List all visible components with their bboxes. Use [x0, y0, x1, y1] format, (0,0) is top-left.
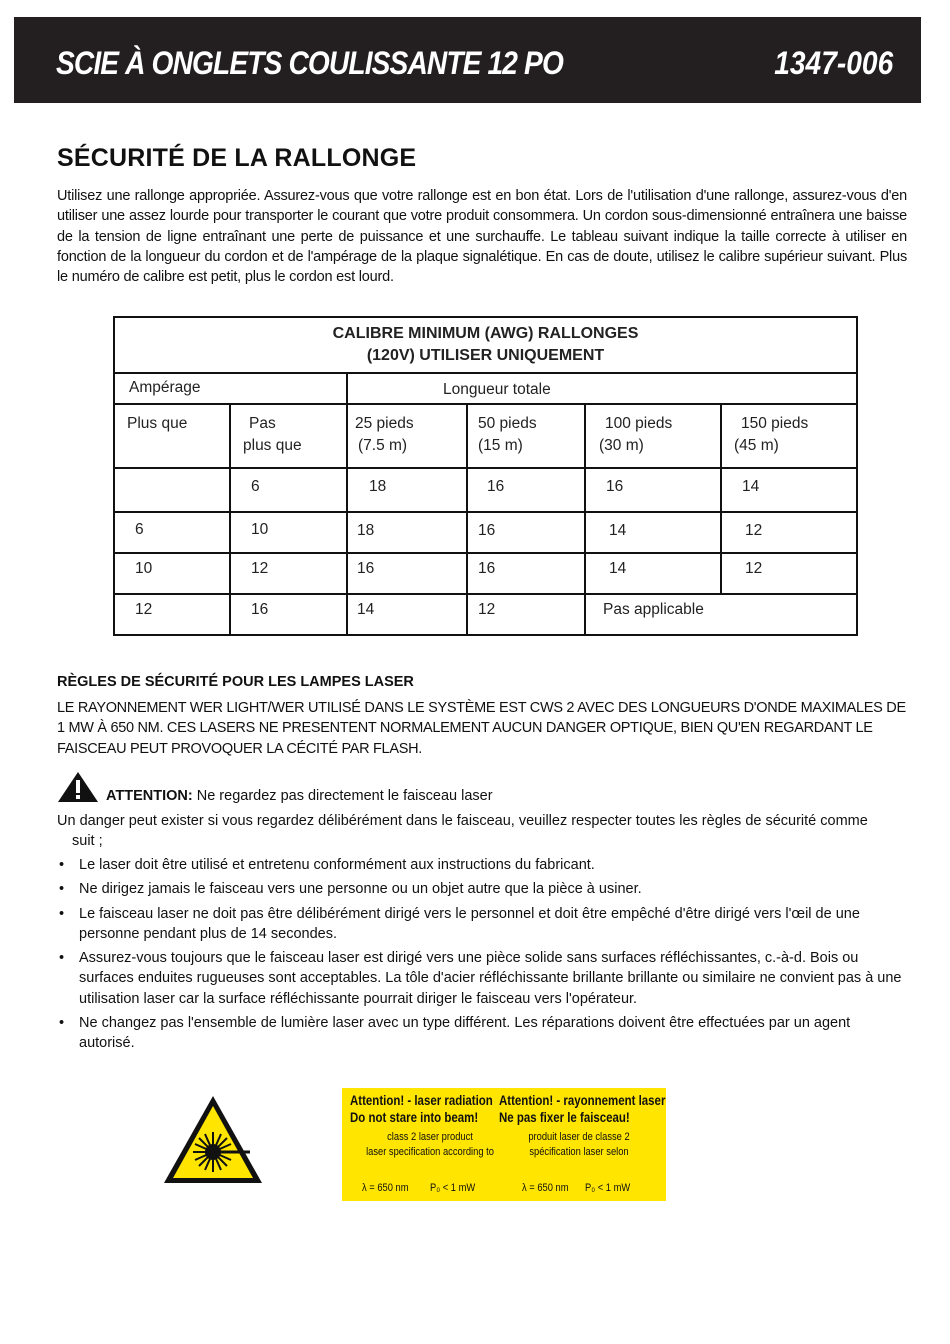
list-item-text: Assurez-vous toujours que le faisceau laser est dirigé vers une pièce solide sans surfaces réfléchissantes, c.-à-d. Bois ou surfaces enduites rugueuses sont acceptables. La tôle d'acier réfléchissante brillante brillante ou similaire ne convient pas à une utilisation laser car la surface réfléchissante pourrait diriger le faisceau vers l'opérateur.	[79, 950, 902, 1007]
table-caption	[113, 323, 858, 367]
table-cell: 16	[251, 601, 269, 618]
attention-label: ATTENTION:	[106, 788, 193, 804]
table-cell: 6	[251, 478, 260, 495]
table-cell: 14	[742, 478, 760, 495]
table-rule	[229, 403, 231, 636]
table-rule	[466, 403, 468, 636]
label-english	[350, 1092, 510, 1160]
danger-paragraph	[57, 811, 909, 852]
table-cell: 12	[135, 601, 153, 618]
label-power: P₀ < 1 mW	[430, 1182, 476, 1194]
list-item-text: Ne dirigez jamais le faisceau vers une personne ou un objet autre que la pièce à usiner.	[79, 881, 642, 898]
label-wavelength: λ = 650 nm	[522, 1182, 569, 1194]
document-title: SCIE À ONGLETS COULISSANTE 12 PO	[56, 45, 563, 81]
label-heading: Attention! - laser radiation	[350, 1093, 493, 1108]
table-cell: 10	[251, 521, 269, 538]
list-item-text: Le laser doit être utilisé et entretenu conformément aux instructions du fabricant.	[79, 857, 595, 873]
warning-triangle-icon	[57, 771, 99, 803]
length-header-m: (7.5 m)	[358, 437, 408, 454]
danger-line: Un danger peut exister si vous regardez délibérément dans le faisceau, veuillez respecter toutes les règles de sécurité comme	[57, 813, 868, 829]
table-cell: 12	[745, 560, 763, 577]
not-applicable-cell: Pas applicable	[603, 601, 704, 618]
length-header-m: (45 m)	[734, 437, 779, 454]
laser-label	[342, 1088, 666, 1201]
label-heading: Attention! - rayonnement laser	[499, 1093, 666, 1108]
table-rule	[113, 403, 858, 405]
model-number: 1347-006	[773, 45, 893, 81]
attention-text	[106, 788, 493, 804]
label-line: laser specification according to	[366, 1146, 494, 1158]
table-caption-line1: CALIBRE MINIMUM (AWG) RALLONGES	[332, 325, 639, 342]
table-cell: 12	[745, 522, 763, 539]
label-heading: Do not stare into beam!	[350, 1110, 479, 1125]
not-more-header-line2: plus que	[243, 437, 302, 454]
label-french	[499, 1092, 666, 1160]
laser-rules-list	[57, 855, 909, 1058]
length-header-ft: 25 pieds	[355, 415, 414, 432]
list-item: • Assurez-vous toujours que le faisceau laser est dirigé vers une pièce solide sans surfaces réfléchissantes, c.-à-d. Bois ou surfaces enduites rugueuses sont acceptables. La tôle d'acier réfléchissante brillante brillante ou similaire ne convient pas à une utilisation laser car la surface réfléchissante pourrait diriger le faisceau vers l'opérateur.	[59, 950, 902, 1007]
table-cell: 18	[369, 478, 387, 495]
length-header-ft: 50 pieds	[478, 415, 537, 432]
table-cell: 16	[357, 560, 375, 577]
table-cell: 16	[478, 522, 496, 539]
label-wavelength: λ = 650 nm	[362, 1182, 409, 1194]
laser-section-title: RÈGLES DE SÉCURITÉ POUR LES LAMPES LASER	[57, 674, 414, 690]
section-title: SÉCURITÉ DE LA RALLONGE	[57, 144, 417, 172]
table-cell: 12	[251, 560, 269, 577]
table-cell: 16	[487, 478, 505, 495]
table-rule	[113, 467, 858, 469]
table-cell: 10	[135, 560, 153, 577]
table-rule	[584, 403, 586, 636]
table-cell: 14	[609, 522, 627, 539]
table-cell: 6	[135, 521, 144, 538]
table-cell: 18	[357, 522, 375, 539]
length-header-ft: 150 pieds	[741, 415, 809, 432]
table-rule	[113, 372, 858, 374]
list-item-text: Le faisceau laser ne doit pas être délibérément dirigé vers le personnel et doit être empêché d'être dirigé vers l'œil de une personne pendant plus de 14 secondes.	[79, 905, 860, 942]
list-item-text: Ne changez pas l'ensemble de lumière laser avec un type différent. Les réparations doivent être effectuées par un agent autorisé.	[79, 1015, 851, 1052]
extension-cord-table	[113, 316, 858, 636]
laser-radiation-text: LE RAYONNEMENT WER LIGHT/WER UTILISÉ DANS LE SYSTÈME EST CWS 2 AVEC DES LONGUEURS D'ONDE MAXIMALES DE 1 MW À 650 NM. CES LASERS NE PRESENTENT NORMALEMENT AUCUN DANGER OPTIQUE, BIEN QU'EN REGARDANT LE FAISCEAU PEUT PROVOQUER LA CÉCITÉ PAR FLASH.	[57, 700, 906, 757]
label-line: spécification laser selon	[529, 1146, 629, 1158]
list-item: • Ne changez pas l'ensemble de lumière laser avec un type différent. Les réparations doivent être effectuées par un agent autorisé.	[59, 1015, 851, 1052]
length-header-ft: 100 pieds	[605, 415, 673, 432]
table-cell: 16	[606, 478, 624, 495]
table-rule	[113, 511, 858, 513]
table-caption-line2: (120V) UTILISER UNIQUEMENT	[366, 347, 605, 364]
table-cell: 14	[609, 560, 627, 577]
danger-line: suit ;	[72, 833, 103, 850]
table-cell: 12	[478, 601, 496, 618]
table-rule	[346, 372, 348, 636]
label-line: class 2 laser product	[387, 1131, 473, 1143]
length-header-m: (30 m)	[599, 437, 644, 454]
length-header-m: (15 m)	[478, 437, 523, 454]
table-rule	[113, 552, 858, 554]
total-length-header: Longueur totale	[443, 381, 551, 398]
list-item: • Le faisceau laser ne doit pas être délibérément dirigé vers le personnel et doit être empêché d'être dirigé vers l'œil de une personne pendant plus de 14 secondes.	[59, 905, 860, 942]
table-cell: 14	[357, 601, 375, 618]
list-item: • Le laser doit être utilisé et entretenu conformément aux instructions du fabricant.	[59, 857, 595, 873]
not-more-header-line1: Pas	[249, 415, 276, 432]
list-item: • Ne dirigez jamais le faisceau vers une personne ou un objet autre que la pièce à usiner.	[59, 881, 642, 898]
table-rule	[113, 593, 858, 595]
label-power: P₀ < 1 mW	[585, 1182, 631, 1194]
page-header	[14, 17, 921, 103]
more-than-header: Plus que	[127, 415, 188, 432]
intro-paragraph: Utilisez une rallonge appropriée. Assurez-vous que votre rallonge est en bon état. Lors de l'utilisation d'une rallonge, assurez-vous d'en utiliser une assez lourde pour transporter le courant que votre produit consommera. Un cordon sous-dimensionné entraînera une baisse de la tension de ligne entraînant une perte de puissance et une surchauffe. Le tableau suivant indique la taille correcte à utiliser en fonction de la longueur du cordon et de l'ampérage de la plaque signalétique. En cas de doute, utilisez le calibre supérieur suivant. Plus le numéro de calibre est petit, plus le cordon est lourd.	[57, 188, 907, 286]
attention-message: Ne regardez pas directement le faisceau laser	[192, 788, 493, 804]
table-cell: 16	[478, 560, 496, 577]
amperage-header: Ampérage	[129, 379, 201, 396]
label-line: produit laser de classe 2	[528, 1131, 630, 1143]
label-heading: Ne pas fixer le faisceau!	[499, 1110, 630, 1125]
table-rule	[720, 403, 722, 595]
laser-warning-icon	[162, 1094, 264, 1186]
